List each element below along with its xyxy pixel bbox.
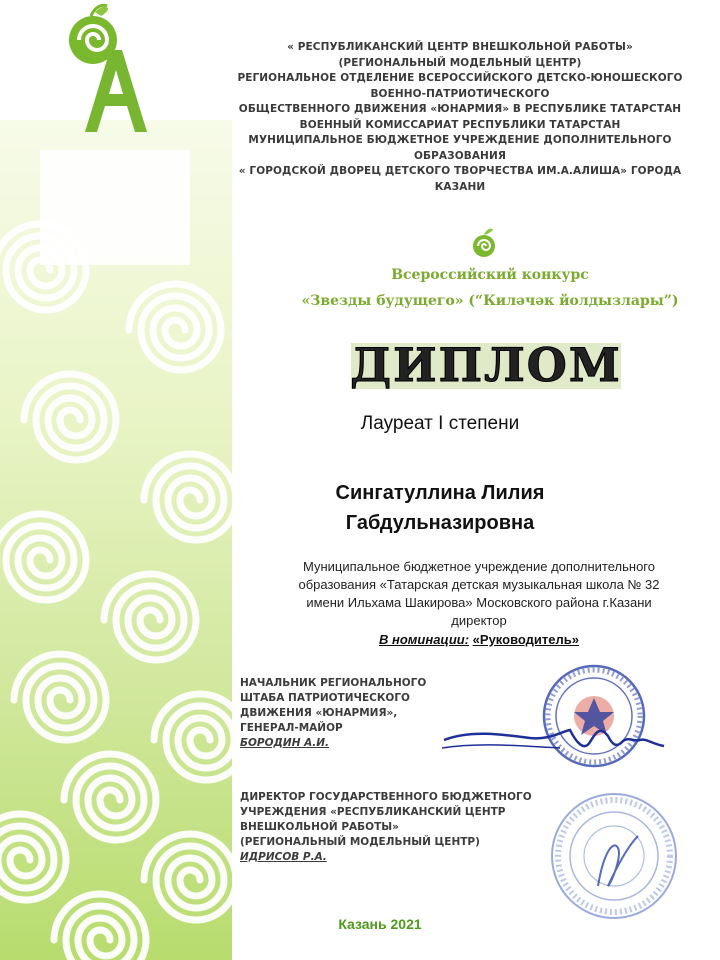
nomination-value: «Руководитель» [472,632,579,647]
diploma-heading [345,335,627,393]
decorative-swirl-strip [0,0,232,960]
signatory-2 [240,790,540,865]
signatory-2-title: ВНЕШКОЛЬНОЙ РАБОТЫ» [240,821,399,833]
organization-line: имени Ильхама Шакирова» Московского района г.Казани [306,595,652,610]
header-line: « РЕСПУБЛИКАНСКИЙ ЦЕНТР ВНЕШКОЛЬНОЙ РАБОТЫ» [287,41,633,53]
signatory-1-title: ШТАБА ПАТРИОТИЧЕСКОГО [240,692,410,704]
signatory-1-title: ДВИЖЕНИЯ «ЮНАРМИЯ», [240,707,398,719]
award-degree: Лауреат I степени [360,413,520,434]
recipient-name-line-1: Сингатуллина Лилия [335,482,545,504]
header-line: ОБЩЕСТВЕННОГО ДВИЖЕНИЯ «ЮНАРМИЯ» В РЕСПУБЛИКЕ ТАТАРСТАН [238,103,682,115]
nomination-label: В номинации: [379,632,470,647]
header-line: ВОЕННО-ПАТРИОТИЧЕСКОГО [370,87,550,100]
recipient-name-line-2: Габдульназировна [345,512,535,534]
header-line: ВОЕННЫЙ КОМИССАРИАТ РЕСПУБЛИКИ ТАТАРСТАН [299,118,621,131]
signatory-1-title: НАЧАЛЬНИК РЕГИОНАЛЬНОГО [240,677,427,689]
contest-line-1: Всероссийский конкурс [391,267,589,283]
organization-line: образования «Татарская детская музыкальная школа № 32 [298,577,660,592]
signatory-2-title: УЧРЕЖДЕНИЯ «РЕСПУБЛИКАНСКИЙ ЦЕНТР [240,806,506,818]
signatory-2-name: ИДРИСОВ Р.А. [240,851,327,863]
signature-icon [440,712,670,762]
signatory-1 [240,676,440,751]
header-line: « ГОРОДСКОЙ ДВОРЕЦ ДЕТСКОГО ТВОРЧЕСТВА ИМ.А.АЛИША» ГОРОДА КАЗАНИ [238,165,682,193]
nomination [262,632,696,647]
recipient-name [300,478,580,538]
signatory-2-title: (РЕГИОНАЛЬНЫЙ МОДЕЛЬНЫЙ ЦЕНТР) [240,836,480,848]
organization-line: Муниципальное бюджетное учреждение дополнительного [303,559,655,574]
header-line: МУНИЦИПАЛЬНОЕ БЮДЖЕТНОЕ УЧРЕЖДЕНИЕ ДОПОЛНИТЕЛЬНОГО ОБРАЗОВАНИЯ [248,134,672,162]
signatory-1-name: БОРОДИН А.И. [240,737,330,749]
round-seal-center-icon [548,790,680,922]
issuers-header [220,40,700,195]
diploma-title: ДИПЛОМ [350,338,622,392]
signatory-1-title: ГЕНЕРАЛ-МАЙОР [240,722,343,734]
header-line: РЕГИОНАЛЬНОЕ ОТДЕЛЕНИЕ ВСЕРОССИЙСКОГО ДЕТСКО-ЮНОШЕСКОГО [237,72,683,84]
apple-spiral-icon [472,225,496,259]
header-line: (РЕГИОНАЛЬНЫЙ МОДЕЛЬНЫЙ ЦЕНТР) [338,56,582,69]
organization-line: директор [451,613,507,628]
city-year: Казань 2021 [338,916,422,932]
signatory-2-title: ДИРЕКТОР ГОСУДАРСТВЕННОГО БЮДЖЕТНОГО [240,791,532,803]
recipient-organization [262,558,696,630]
apple-letter-a-logo-icon [55,0,165,140]
contest-line-2: «Звезды будущего» (“Киләчәк йолдызлары”) [301,293,679,309]
contest-title [260,262,720,314]
